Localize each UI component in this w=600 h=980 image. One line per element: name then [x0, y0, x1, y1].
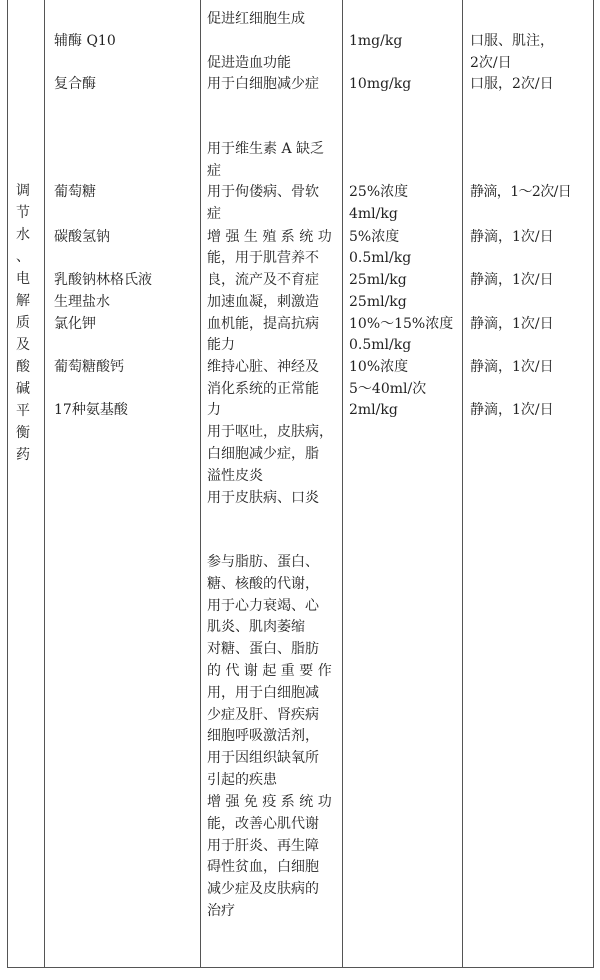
category-char: 碱	[16, 381, 30, 397]
effect-line: 溢性皮炎	[207, 468, 263, 484]
effect-line: 的 代 谢 起 重 要 作	[207, 663, 332, 679]
column-divider	[342, 0, 343, 968]
dose-line: 25ml/kg	[349, 294, 407, 310]
effect-line: 血机能，提高抗病	[207, 316, 319, 332]
dose-line: 2ml/kg	[349, 402, 398, 418]
category-char: 酸	[16, 359, 30, 375]
category-char: 调	[16, 183, 30, 199]
effect-line: 用于维生素 A 缺乏	[207, 141, 325, 157]
route-line: 口服，2次/日	[470, 76, 554, 92]
effect-line: 治疗	[207, 903, 235, 919]
effect-line: 用于心力衰竭、心	[207, 598, 319, 614]
category-char: 、	[16, 249, 30, 265]
effect-line: 能，用于肌营养不	[207, 250, 319, 266]
column-divider	[44, 0, 45, 968]
effect-line: 用于皮肤病、口炎	[207, 490, 319, 506]
route-line: 口服、肌注，	[470, 33, 554, 49]
dose-line: 0.5ml/kg	[349, 250, 412, 266]
category-char: 节	[16, 205, 30, 221]
effect-line: 白细胞减少症，脂	[207, 446, 319, 462]
effect-line: 对糖、蛋白、脂肪	[207, 641, 319, 657]
route-line: 静滴，1次/日	[470, 402, 554, 418]
effect-line: 用于因组织缺氧所	[207, 750, 319, 766]
drug-name: 乳酸钠林格氏液	[54, 272, 152, 288]
effect-line: 维持心脏、神经及	[207, 359, 319, 375]
category-char: 衡	[16, 425, 30, 441]
drug-name: 葡萄糖酸钙	[54, 359, 124, 375]
dose-line: 25%浓度	[349, 184, 409, 200]
dose-line: 25ml/kg	[349, 272, 407, 288]
effect-line: 加速血凝，刺激造	[207, 294, 319, 310]
effect-line: 能，改善心肌代谢	[207, 816, 319, 832]
column-divider	[462, 0, 463, 968]
effect-line: 症	[207, 206, 221, 222]
drug-name: 辅酶 Q10	[54, 33, 116, 49]
dose-line: 5～40ml/次	[349, 381, 427, 397]
effect-line: 用于呕吐，皮肤病，	[207, 424, 333, 440]
category-char: 电	[16, 271, 30, 287]
effect-line: 用于白细胞减少症	[207, 76, 319, 92]
effect-line: 细胞呼吸激活剂，	[207, 728, 319, 744]
dose-line: 1mg/kg	[349, 33, 403, 49]
effect-line: 能力	[207, 337, 235, 353]
drug-name: 复合酶	[54, 76, 96, 92]
drug-name: 17种氨基酸	[54, 402, 128, 418]
category-char: 质	[16, 315, 30, 331]
effect-line: 碍性贫血，白细胞	[207, 859, 319, 875]
table-border-right	[593, 0, 594, 968]
effect-line: 增 强 免 疫 系 统 功	[207, 794, 332, 810]
effect-line: 增 强 生 殖 系 统 功	[207, 229, 332, 245]
effect-line: 少症及肝、肾疾病	[207, 707, 319, 723]
route-line: 静滴，1～2次/日	[470, 184, 572, 200]
effect-line: 参与脂肪、蛋白、	[207, 554, 319, 570]
route-line: 静滴，1次/日	[470, 316, 554, 332]
effect-line: 用于佝偻病、骨软	[207, 184, 319, 200]
dose-line: 0.5ml/kg	[349, 337, 412, 353]
dose-line: 4ml/kg	[349, 206, 398, 222]
dose-line: 10%～15%浓度	[349, 316, 454, 332]
category-char: 平	[16, 403, 30, 419]
effect-line: 糖、核酸的代谢，	[207, 576, 319, 592]
effect-line: 良，流产及不育症	[207, 272, 319, 288]
effect-line: 促进造血功能	[207, 55, 291, 71]
table-border-left	[7, 0, 8, 968]
category-char: 药	[16, 447, 30, 463]
drug-name: 生理盐水	[54, 294, 110, 310]
route-line: 静滴，1次/日	[470, 229, 554, 245]
effect-line: 促进红细胞生成	[207, 11, 305, 27]
dose-line: 5%浓度	[349, 229, 400, 245]
route-line: 2次/日	[470, 55, 512, 71]
route-line: 静滴，1次/日	[470, 359, 554, 375]
drug-name: 氯化钾	[54, 316, 96, 332]
drug-name: 碳酸氢钠	[54, 229, 110, 245]
route-line: 静滴，1次/日	[470, 272, 554, 288]
effect-line: 症	[207, 163, 221, 179]
dose-line: 10mg/kg	[349, 76, 412, 92]
category-char: 水	[16, 227, 30, 243]
table-bottom-border	[7, 967, 593, 968]
category-cell	[14, 180, 32, 466]
category-char: 解	[16, 293, 30, 309]
column-divider	[200, 0, 201, 968]
category-char: 及	[16, 337, 30, 353]
effect-line: 用于肝炎、再生障	[207, 838, 319, 854]
effect-line: 肌炎、肌肉萎缩	[207, 619, 305, 635]
drug-name: 葡萄糖	[54, 184, 96, 200]
dose-line: 10%浓度	[349, 359, 409, 375]
effect-line: 消化系统的正常能	[207, 381, 319, 397]
effect-line: 减少症及皮肤病的	[207, 881, 319, 897]
effect-line: 力	[207, 402, 221, 418]
effect-line: 用，用于白细胞减	[207, 685, 319, 701]
effect-line: 引起的疾患	[207, 772, 277, 788]
